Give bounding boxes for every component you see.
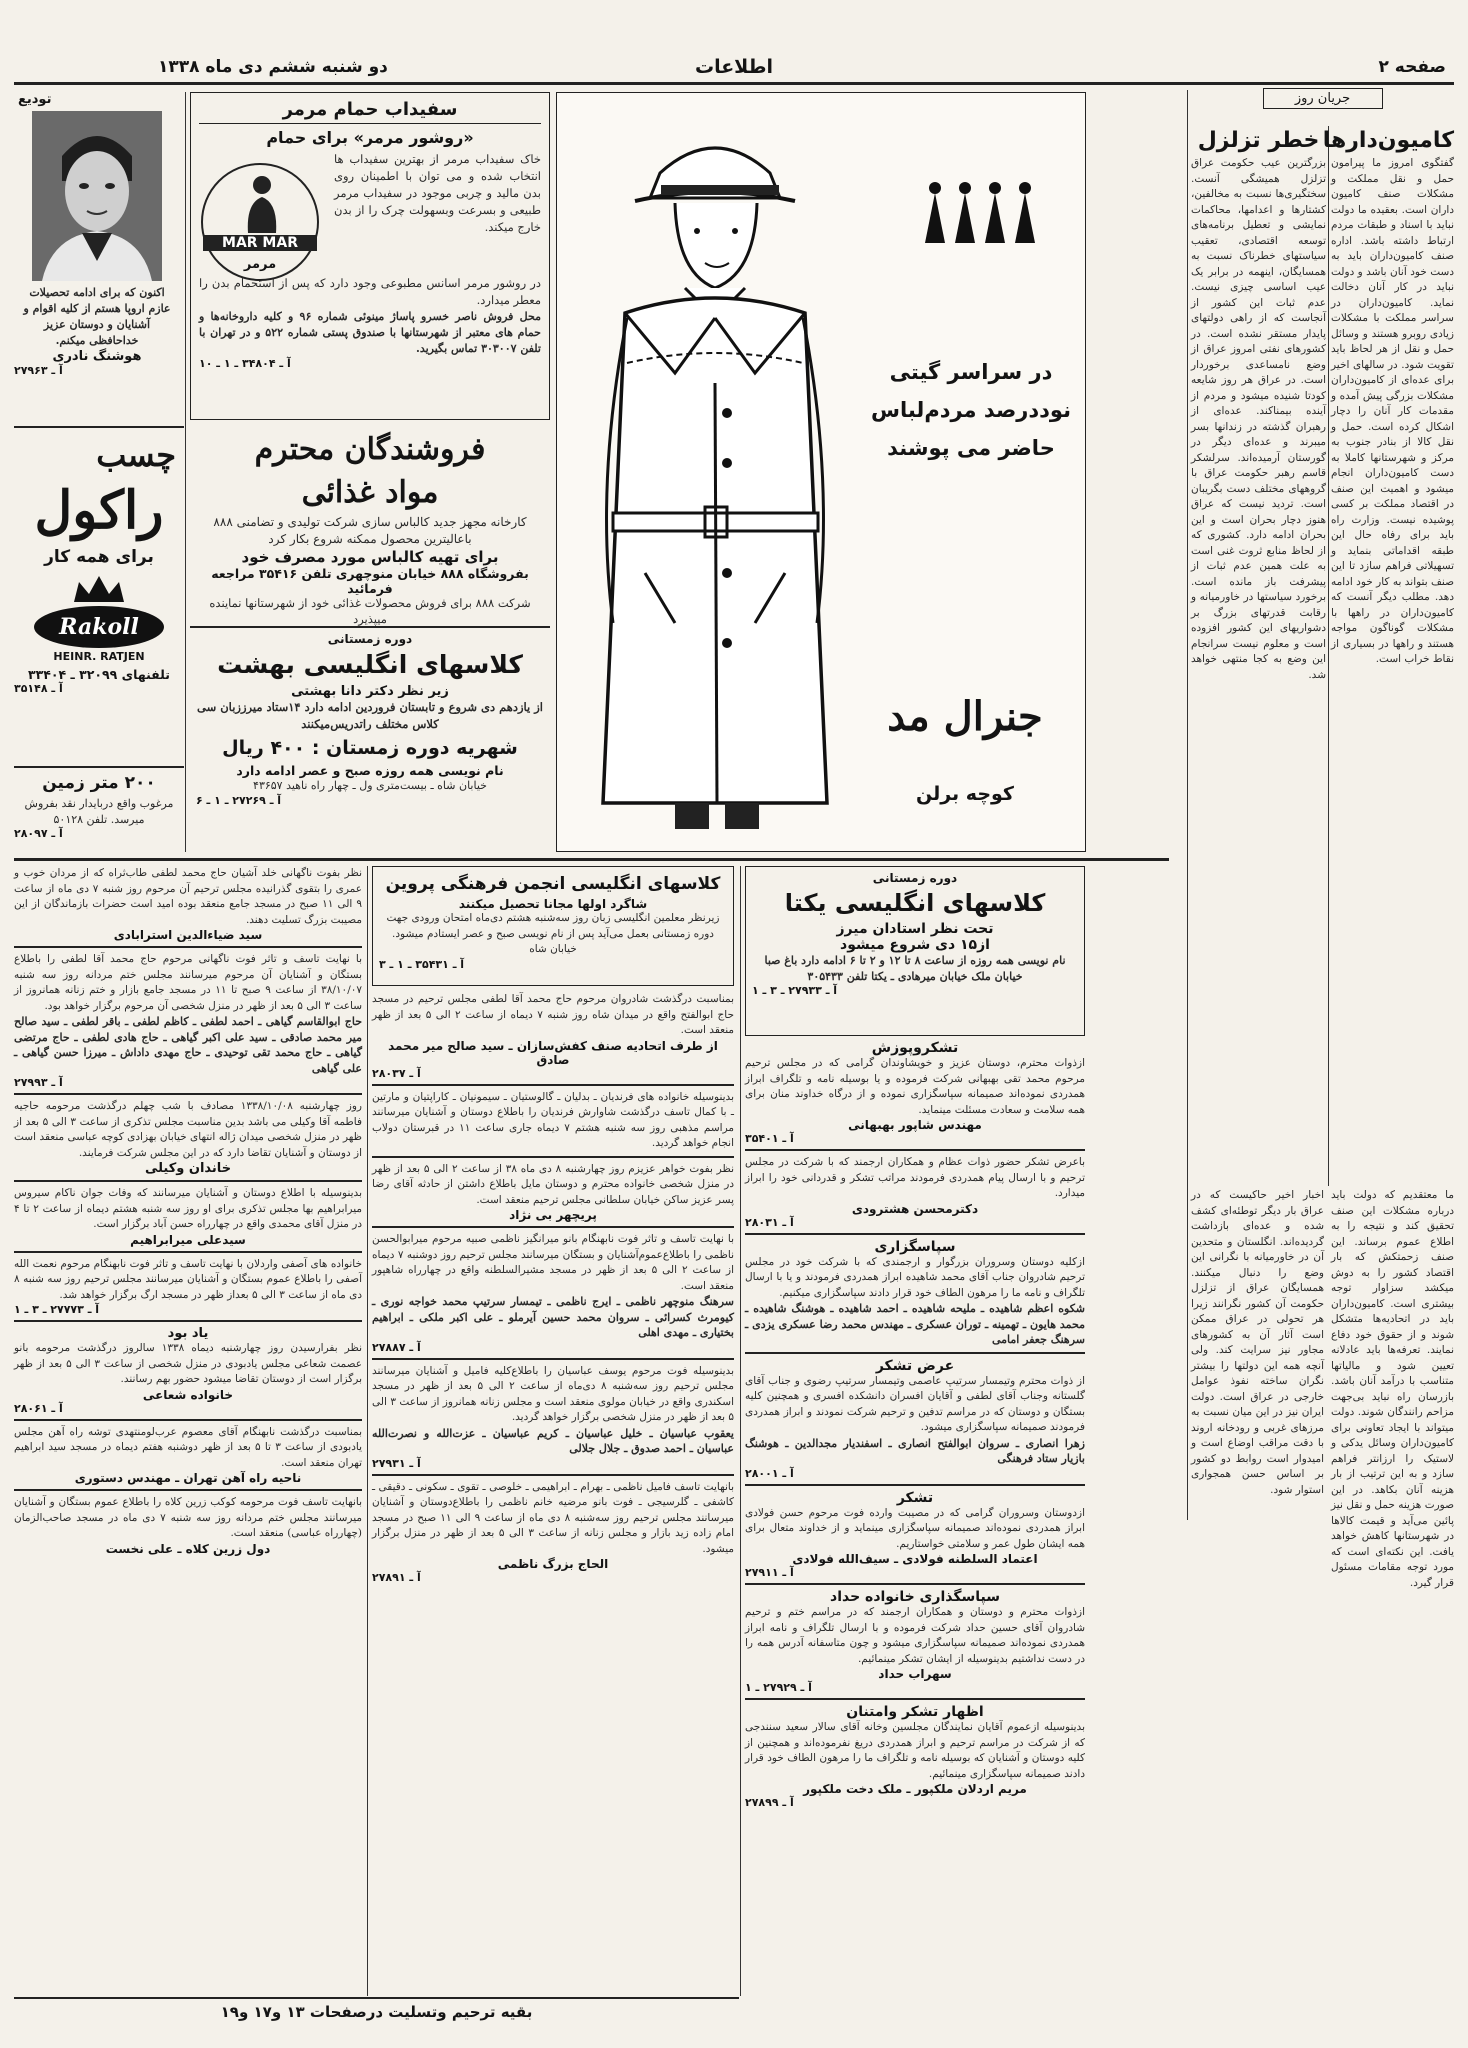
notice-item: تشکروپوزش ازذوات محترم، دوستان عزیز و خویشاوندان گرامی که در مجلس ترحیم مرحوم محمد تقی بهبهانی شرکت فرموده و یا بوسیله نامه و تلگراف ابراز همدردی نموده‌اند صمیمانه سپاسگزاری نموده و از درگاه خداوند منان برای همه سلامت و سعادت مسئلت مینماید. مهندس شاپور بهبهانی آ ـ ۳۵۴۰۱ bbox=[745, 1040, 1085, 1145]
figure-icon bbox=[236, 173, 288, 235]
notice-item: بمناسبت درگذشت نابهنگام آقای معصوم عرب‌لومنتهدی توشه راه آهن مجلس یادبودی از ساعت ۳ تا ۵ بعد از ظهر دوشنبه هفتم دیماه در مسجد سید ابراهیم تهران منعقد است. ناحیه راه آهن تهران ـ مهندس دستوری bbox=[14, 1425, 362, 1485]
food-address: بفروشگاه ۸۸۸ خیابان منوچهری تلفن ۳۵۴۱۶ مراجعه فرمائید bbox=[211, 566, 529, 596]
yekta-sub: تحت نظر استادان میرز bbox=[836, 921, 994, 937]
notice-item: سپاسگذاری خانواده حداد ازذوات محترم و دوستان و همکاران ارجمند که در مراسم ختم و ترحیم شادروان آقای حسین حداد شرکت فرموده و با ارسال تلگراف و نامه ابراز همدردی نموده‌اند صمیمانه سپاسگزاری میشود و چون متاسفانه آدرس همه را در دست نداشتیم بدینوسیله از ایشان تشکر مینمائیم. سهراب حداد آ ـ ۲۷۹۲۹ ـ ۱ bbox=[745, 1589, 1085, 1694]
parvin-ref: آ ـ ۳۵۴۳۱ ـ ۱ ـ ۳ bbox=[379, 957, 465, 971]
general-mod-ad bbox=[556, 92, 1086, 852]
notice-item: خانواده های آصفی واردلان با نهایت تاسف و تاثر فوت نابهنگام مرحوم نعمت الله آصفی را باطلاع عموم بستگان و آشنایان میرسانند مجلس ترحیم روز سه شنبه ۸ دی ماه از ساعت ۳ الی ۵ بعداز ظهر در مسجد ارگ برگزار خواهد شد. آ ـ ۲۷۷۷۳ ـ ۳ ـ ۱ bbox=[14, 1257, 362, 1316]
marmar-ad bbox=[190, 92, 550, 420]
marmar-body: خاک سفیداب مرمر از بهترین سفیداب ها انتخاب شده و می توان با اطمینان روی بدن مالید و چربی موجود در سفیداب مرمر طبیعی و بسرعت وبسهولت چرک را از بدن خارج میکند. bbox=[334, 152, 541, 234]
parvin-title: کلاسهای انگلیسی انجمن فرهنگی پروین bbox=[385, 874, 721, 894]
behesht-fee: شهریه دوره زمستان : ۴۰۰ ریال bbox=[222, 737, 518, 759]
farewell-caption: اکنون که برای ادامه تحصیلات عازم اروپا هستم از کلیه اقوام و آشنایان و دوستان عزیز خداحافظی میکنم. bbox=[23, 286, 171, 347]
middle-notices bbox=[372, 992, 734, 1995]
yekta-date: از۱۵ دی شروع میشود bbox=[840, 937, 990, 953]
food-sellers-ad bbox=[190, 426, 550, 624]
general-mod-brand: جنرال مد bbox=[887, 693, 1043, 740]
behesht-under: زیر نظر دکتر دانا بهشتی bbox=[291, 684, 449, 699]
yekta-english-ad bbox=[745, 866, 1085, 1036]
header-rule bbox=[14, 82, 1454, 85]
rakol-glue-word: چسب bbox=[96, 436, 176, 474]
marmar-body2: در روشور مرمر اسانس مطبوعی وجود دارد که پس از استحمام بدن را معطر میدارد. bbox=[199, 276, 541, 307]
editorial-body-instability: بزرگترین عیب حکومت عراق تزلزل همیشگی آنست. سختگیری‌ها نسبت به مخالفین، کشتارها و اعدامها، محاکمات نمایشی و تعطیل برنامه‌های توسعه اقتصادی، تعقیب سیاستهای خطرناک نسبت به همسایگان، اینهمه در برابر یک عیب اساسی چیزی نیست. عدم ثبات این کشور از آنجاست که از راهی دولتهای پایدار مستقر نشده است. در کشورهای نفتی امروز عراق از وضع نامساعدی برخوردار است. در عراق هر روز شایعه کودتا شنیده میشود و مردم از آینده بیمناکند. عده‌ای از رهبران گذشته در زندانها بسر میبرند و عده‌ای دیگر در گورستان آرمیده‌اند. سرلشکر قاسم رهبر حکومت عراق با گروههای مختلف دست بگریبان است. تردید نیست که عراق هنوز دچار بحران است و این بحران ادامه دارد. کشوری که از لحاظ منابع ثروت غنی است به علت همین عدم ثبات از پیشرفت باز مانده است. برخورد سیاستها در خاورمیانه و رقابت قدرتهای بزرگ بر دشواریهای این کشور افزوده است و معلوم نیست سرانجام این وضع به کجا منتهی خواهد شد. bbox=[1191, 157, 1326, 681]
notice-item: اظهار تشکر وامتنان بدینوسیله ازعموم آقایان نمایندگان مجلسین وخانه آقای سالار سعید سنندجی که از شرکت در مراسم ترحیم و ابراز همدردی دریغ نفرموده‌اند و همچنین از کلیه دوستان و آشنایان که بوسیله نامه و تلگراف ما را مرهون الطاف خود قرار دادند صمیمانه سپاسگزاری مینمائیم. مریم اردلان ملکپور ـ ملک دخت ملکپور آ ـ ۲۷۸۹۹ bbox=[745, 1704, 1085, 1809]
portrait-photo bbox=[32, 111, 162, 281]
editorial-body-trucks: گفتگوی امروز ما پیرامون حمل و نقل مملکت و مشکلات صنف کامیون داران است. بعقیده ما دولت نباید با اسناد و طبقات مردم ارتباط داشته باشد. اداره صنف کامیون‌داران باید به دست خود آنان باشد و دولت نباید در کار آنان دخالت نماید. کامیون‌داران در سراسر مملکت با مشکلات زیادی روبرو هستند و وسائل حمل و نقل از هر لحاظ باید تقویت شود. در سالهای اخیر برای عده‌ای از کامیون‌داران مشکلات بزرگی پیش آمده و مقدمات کار آنان را دچار اشکال کرده است. حمل و نقل کالا از بنادر جنوب به مرکز و شهرستانها کاملا به دست کامیون‌داران انجام میشود و اهمیت این صنف در اقتصاد مملکت بر کسی پوشیده نیست. وزارت راه باید برای رفاه حال این طبقه اقداماتی بنماید و تسهیلاتی فراهم سازد تا این صنف بتواند به کار خود ادامه دهد. مطلب دیگر آنست که کامیون‌داران در راهها با مشکلات گوناگون مواجه هستند و راهها در بسیاری از نقاط خراب است. bbox=[1331, 157, 1455, 665]
editorial-title-trucks: کامیون‌دارها bbox=[1322, 128, 1454, 153]
notice-item: روز چهارشنبه ۱۳۳۸/۱۰/۰۸ مصادف با شب چهلم درگذشت مرحومه حاجیه فاطمه آقا وکیلی می باشد بدین مناسبت مجلس تذکری از ساعت ۳ الی ۵ بعد از ظهر در منزل شخصی میدان ژاله انتهای خیابان بهزادی کوچه عباسی منعقد است از دوستان و آشنایان تقاضا دارد که در این مجلس شرکت فرمایند. خاندان وکیلی bbox=[14, 1100, 362, 1176]
rakol-maker: HEINR. RATJEN bbox=[53, 650, 145, 663]
food-note: شرکت ۸۸۸ برای فروش محصولات غذائی خود از شهرستانها نماینده میپذیرد bbox=[209, 596, 531, 626]
notice-item: بدینوسیله خانواده های فرندیان ـ بدلیان ـ گالوستیان ـ سیمونیان ـ کاراپتیان و مارتین ـ با کمال تاسف درگذشت شاوارش فرندیان را باطلاع دوستان و آشنایان میرسانند مراسم مذهبی روز سه شنبه هشتم ۷ دیماه جاری ساعت ۱۱ در قبرستان دولاب انجام خواهد گردید. bbox=[372, 1090, 734, 1149]
marmar-ref: آ ـ ۳۴۸۰۴ ـ ۱ ـ ۱۰ bbox=[199, 357, 291, 370]
food-title-2: مواد غذائی bbox=[301, 475, 439, 510]
land-title: ۲۰۰ متر زمین bbox=[42, 773, 156, 793]
notice-item: باعرض تشکر حضور ذوات عظام و همکاران ارجمند که با شرکت در مجلس ترحیم و با ارسال پیام همدردی فرمودند مراتب تشکر و قدردانی خود را ابراز میدارد. دکترمحسن هشترودی آ ـ ۲۸۰۳۱ bbox=[745, 1156, 1085, 1229]
crown-icon bbox=[69, 574, 129, 604]
section-label: جریان روز bbox=[1263, 88, 1383, 109]
marmar-subtitle: «روشور مرمر» برای حمام bbox=[266, 128, 474, 147]
behesht-registration: نام نویسی همه روزه صبح و عصر ادامه دارد bbox=[236, 763, 504, 778]
rakol-ref: آ ـ ۳۵۱۴۸ bbox=[14, 682, 63, 695]
portrait-icon bbox=[32, 111, 162, 281]
issue-date: دو شنبه ششم دی ماه ۱۳۳۸ bbox=[158, 57, 388, 77]
notice-item: عرض تشکر از ذوات محترم وتیمسار سرتیپ عاصمی وتیمسار سرتیپ رضوی و جناب آقای گلستانه وجناب آقای لطفی و آقایان افسران دانشکده افسری و همچنین کلیه بستگان و دوستان که در مراسم تدفین و ترحیم شرکت نمودند و ابراز همدردی فرمودند صمیمانه سپاسگزاری میشود. زهرا انصاری ـ سروان ابوالفتح انصاری ـ اسفندیار مجدالدین ـ هوشنگ بازیار ستاد فرهنگی آ ـ ۲۸۰۰۱ bbox=[745, 1357, 1085, 1480]
notice-item: بدینوسیله فوت مرحوم یوسف عباسیان را باطلاع‌کلیه فامیل و آشنایان میرسانند مجلس ترحیم روز سه‌شنبه ۸ دی‌ماه از ساعت ۲ الی ۵ بعد از ظهر در مسجد اسکندری واقع در خیابان مولوی منعقد است و مجلس زنانه همانروز از ساعت ۳ الی ۵ بعد از ظهر در منزل شخصی برگزار خواهد گردید. یعقوب عباسیان ـ خلیل عباسیان ـ کریم عباسیان ـ عزت‌الله و نصرت‌الله عباسیان ـ احمد صدوق ـ جلال جلالی آ ـ ۲۷۹۳۱ bbox=[372, 1364, 735, 1470]
left-notices bbox=[14, 866, 362, 1996]
notice-item: تشکر ازدوستان وسروران گرامی که در مصیبت وارده فوت مرحوم حسن فولادی ابراز همدردی نموده‌اند صمیمانه سپاسگزاری مینماید و از خداوند متعال برای همه ایشان طول عمر و سلامتی خواستاریم. اعتماد السلطنه فولادی ـ سیف‌الله فولادی آ ـ ۲۷۹۱۱ bbox=[745, 1489, 1085, 1579]
behesht-english-ad bbox=[190, 630, 550, 845]
land-ref: آ ـ ۲۸۰۹۷ bbox=[14, 827, 63, 840]
notice-item: بانهایت تاسف فامیل ناظمی ـ بهرام ـ ابراهیمی ـ خلوصی ـ تقوی ـ سکونی ـ دقیقی ـ کاشفی ـ گلرسیجی ـ فوت بانو مرضیه خانم ناظمی را باطلاع‌دوستان و آشنایان میرسانند مجلس ترحیم روز سه‌شنبه ۸ دی ماه از ساعت ۹ الی ۱۱ صبح در مسجد امام زاده زید بازار و مجلس زنانه از ساعت ۳ الی ۵ بعد از ظهر در منزل برگزار میشود. الحاج بزرگ ناظمی آ ـ ۲۷۸۹۱ bbox=[372, 1480, 735, 1584]
page-header bbox=[14, 55, 1454, 81]
rakol-tagline: برای همه کار bbox=[44, 547, 154, 567]
food-big-line: برای تهیه کالباس مورد مصرف خود bbox=[241, 548, 499, 566]
notice-item: با نهایت تاسف و تاثر فوت نابهنگام بانو میرانگیز ناظمی صبیه مرحوم میرابوالحسن ناظمی را باطلاع‌عموم‌آشنایان و بستگان میرسانند مجلس ترحیم روز دوشنبه ۷ دیماه از ساعت ۲ الی ۵ بعد از ظهر در مسجد مشیرالسلطنه واقع در چهارراه شاهپور منعقد است. سرهنگ منوچهر ناظمی ـ ایرج ناظمی ـ تیمسار سرتیپ محمد خواجه نوری ـ کیومرث کسرائی ـ سروان محمد حسین آیرملو ـ علی اکبر ملکی ـ ابراهیم بختیاری ـ مهدی اهلی آ ـ ۲۷۸۸۷ bbox=[372, 1233, 734, 1354]
editorial-continuation: ما معتقدیم که دولت باید درباره مشکلات این صنف تحقیق کند و نتیجه را به اطلاع عموم برساند. این صنف زحمتکش که بار اقتصاد کشور را به دوش میکشد سزاوار توجه بیشتری است. کامیون‌داران باید در اتحادیه‌ها متشکل شوند و از حقوق خود دفاع نمایند. تعرفه‌ها باید عادلانه تعیین شود و مالیاتها متناسب با درآمد آنان باشد. بازرسان راه نباید بی‌جهت مزاحم رانندگان شوند. دولت میتواند با ایجاد تعاونی برای کامیون‌داران وسائل یدکی و لاستیک را ارزانتر فراهم سازد و به این ترتیب از بار هزینه آنان بکاهد. در این صورت هزینه حمل و نقل نیز پائین می‌آید و قیمت کالاها در شهرستانها کاهش خواهد یافت. این نکته‌ای است که مورد توجه مقامات مسئول قرار گیرد. اخبار اخیر حاکیست که در عراق بار دیگر توطئه‌ای کشف شده و عده‌ای بازداشت گردیده‌اند. انگلستان و متحدین آن در خاورمیانه با نگرانی این وضع را دنبال میکنند. همسایگان عراق از تزلزل حکومت آن کشور نگرانند زیرا هر تحولی در عراق ممکن است آثار آن به کشورهای مجاور نیز سرایت کند. ولی آنچه همه این دولتها را بیشتر نگران ساخته نفوذ عوامل خارجی در عراق است. دولت ایران نیز در این میان نسبت به مرزهای غربی و رودخانه اروند با دقت مراقب اوضاع است و امیدوار است روابط دو کشور بر اساس حسن همجواری استوار شود. bbox=[1191, 1189, 1454, 1589]
page-number: صفحه ۲ bbox=[1378, 57, 1446, 77]
behesht-body: از یازدهم دی شروع و تابستان فروردین ادامه دارد ۱۴ستاد میرززبان سی کلاس مختلف راتدریس‌میکنند bbox=[197, 700, 543, 731]
raincoat-man-illustration bbox=[565, 103, 865, 843]
notice-item: نظر بفوت خواهر عزیزم روز چهارشنبه ۸ دی ماه ۳۸ از ساعت ۲ الی ۵ بعد از ظهر در منزل شخصی خانواده محترم و دوستان مایل باطلاع داشتن از حادثه آقای رضا پسر عزیز ساکن خیابان سلطانی مجلس ترحیم منعقد است. پریچهر بی نژاد bbox=[372, 1162, 735, 1222]
food-body: کارخانه مجهز جدید کالباس سازی شرکت تولیدی و تضامنی ۸۸۸ باعالیترین محصول ممکنه شروع بکار کرد bbox=[213, 515, 527, 546]
behesht-kicker: دوره زمستانی bbox=[327, 632, 413, 646]
notice-item: یاد بود نظر بفرارسیدن روز چهارشنبه دیماه ۱۳۳۸ سالروز درگذشت مرحومه بانو عصمت شعاعی مجلس یادبودی در منزل شخصی از ساعت ۳ الی ۵ بعد از ظهر برگزار است از دوستان تقاضا میشود حضور بهم رسانند. خانواده شعاعی آ ـ ۲۸۰۶۱ bbox=[14, 1326, 362, 1415]
food-title-1: فروشندگان محترم bbox=[254, 432, 486, 467]
rakol-phone: تلفنهای ۳۲۰۹۹ ـ ۳۳۴۰۴ bbox=[28, 667, 170, 682]
notice-item: بدینوسیله با اطلاع دوستان و آشنایان میرسانند که وفات جوان ناکام سیروس میرابراهیم بها مجلس تذکری برای او روز سه شنبه هشتم دیماه از ساعت ۲ تا ۴ در منزل آقای محمدی واقع در چهارراه حسن آباد برگزار است. سیدعلی میرابراهیم bbox=[14, 1187, 363, 1247]
general-mod-logo-icon bbox=[915, 163, 1045, 253]
notice-item: بمناسبت درگذشت شادروان مرحوم حاج محمد آقا لطفی مجلس ترحیم در مسجد حاج ابوالفتح واقع در میدان شاه روز شنبه ۷ دیماه از ساعت ۲ الی ۵ بعد از ظهر منعقد است. از طرف اتحادیه صنف کفش‌سازان ـ سید صالح میر محمد صادق آ ـ ۲۸۰۳۷ bbox=[372, 993, 734, 1080]
land-body: مرغوب واقع دربایدار نقد بفروش میرسد. تلفن ۵۰۱۲۸ bbox=[24, 797, 174, 826]
rakol-glue-ad bbox=[14, 432, 184, 762]
behesht-ref: آ ـ ۲۷۲۶۹ ـ ۱ ـ ۶ bbox=[196, 793, 282, 807]
parvin-english-ad bbox=[372, 866, 734, 986]
land-sale-ad bbox=[14, 770, 184, 852]
footer-continuation-note: بقیه ترحیم وتسلیت درصفحات ۱۳ و۱۷ و۱۹ bbox=[220, 2003, 533, 2021]
yekta-ref: آ ـ ۲۷۹۳۳ ـ ۳ ـ ۱ bbox=[752, 984, 838, 997]
right-notices bbox=[745, 1040, 1085, 1995]
notice-item: سپاسگزاری ازکلیه دوستان وسروران بزرگوار و ارجمندی که با شرکت خود در مجلس ترحیم شادروان جناب آقای محمد شاهیده ابراز همدردی فرمودند و یا با ارسال تلگراف و نامه ما را مرهون الطاف خود قرار دادند سپاسگزاری میکنیم. شکوه اعظم شاهیده ـ ملیحه شاهیده ـ احمد شاهیده ـ هوشنگ شاهیده ـ محمد هایون ـ تهمینه ـ توران عسکری ـ مهندس محمد رضا عسکری یزدی ـ سرهنگ جعفر امامی bbox=[745, 1238, 1085, 1346]
marmar-title: سفیداب حمام مرمر bbox=[199, 99, 541, 124]
parvin-body: زیرنظر معلمین انگلیسی زبان روز سه‌شنبه هشتم دی‌ماه امتحان ورودی جهت دوره زمستانی بعمل می‌آید پس از نام نویسی صبح و عصر ایستادم میشود. خیابان شاه bbox=[386, 912, 720, 955]
newspaper-name: اطلاعات bbox=[694, 56, 774, 78]
farewell-notice bbox=[14, 92, 180, 422]
farewell-label: تودیع bbox=[18, 92, 52, 107]
parvin-sub: شاگرد اولها مجانا تحصیل میکنند bbox=[458, 897, 648, 911]
editorial-section bbox=[1191, 88, 1455, 1589]
behesht-address: خیابان شاه ـ بیست‌متری ول ـ چهار راه ناهید ۴۳۶۵۷ bbox=[253, 779, 487, 792]
general-mod-address: کوچه برلن bbox=[916, 783, 1014, 805]
farewell-name: هوشنگ نادری bbox=[52, 349, 142, 364]
yekta-body: نام نویسی همه روزه از ساعت ۸ تا ۱۲ و ۲ تا ۶ ادامه دارد باغ صبا خیابان ملک خیابان میرهادی ـ یکتا تلفن ۳۰۵۴۳۳ bbox=[764, 954, 1066, 983]
farewell-ref: آ ـ ۲۷۹۶۳ bbox=[14, 364, 63, 377]
general-mod-slogan: در سراسر گیتی نوددرصد مردم‌لباس حاضر می پوشند bbox=[871, 360, 1071, 460]
marmar-logo: MAR MAR مرمر bbox=[201, 163, 319, 281]
yekta-title: کلاسهای انگلیسی یکتا bbox=[784, 889, 1046, 917]
editorial-title-instability: خطر تزلزل bbox=[1197, 128, 1320, 153]
behesht-title: کلاسهای انگلیسی بهشت bbox=[217, 650, 523, 679]
rakol-brand: راکول bbox=[34, 480, 164, 541]
notice-item: نظر بفوت ناگهانی خلد آشیان حاج محمد لطفی طاب‌ثراه که از مردان خوب و عمری را بتقوی گذرانیده مجلس ترحیم آن مرحوم روز شنبه ۷ دی ماه از ساعت ۹ الی ۱۱ صبح در مسجد جامع منعقد بوده امید است حضرات بازماندگان از این مصیبت بزرگ تسلیت دهند. سید ضیاءالدین استرابادی bbox=[14, 867, 362, 942]
notice-item: بانهایت تاسف فوت مرحومه کوکب زرین کلاه را باطلاع عموم بستگان و آشنایان میرسانند مجلس ختم مردانه روز سه شنبه ۷ دی ماه در مسجد صاحب‌الزمان (چهارراه عباسی) منعقد است. دول زرین کلاه ـ علی نخست bbox=[14, 1496, 362, 1556]
rakol-logo: Rakoll bbox=[34, 606, 164, 648]
yekta-kicker: دوره زمستانی bbox=[872, 871, 958, 885]
marmar-address: محل فروش ناصر خسرو پاساژ مینوئی شماره ۹۶ و کلیه داروخانه‌ها و حمام های معتبر از شهرستانها با صندوق پستی شماره ۵۲۲ و در تهران با تلفن ۳۰۳۰۰۷ تماس بگیرید. bbox=[199, 310, 541, 355]
notice-item: با نهایت تاسف و تاثر فوت ناگهانی مرحوم حاج محمد آقا لطفی را باطلاع بستگان و آشنایان آن مرحوم میرسانند مجلس ختم مردانه روز سه شنبه ۳۸/۱۰/۰۷ از ساعت ۹ صبح تا ۱۱ در مسجد جامع بازار و ختم زنانه همانروز از ساعت ۳ الی ۵ بعد از ظهر در منزل شخصی آن مرحوم برگزار خواهد بود. حاج ابوالقاسم گیاهی ـ احمد لطفی ـ کاظم لطفی ـ باقر لطفی ـ سید صالح میر محمد صادقی ـ سید علی اکبر گیاهی ـ حاج هادی لطفی ـ حاج مرتضی گیاهی ـ حاج محمد تقی توحیدی ـ حاج مهدی داداش ـ میرزا حسن گیاهی ـ علی گیاهی آ ـ ۲۷۹۹۳ bbox=[14, 953, 363, 1089]
